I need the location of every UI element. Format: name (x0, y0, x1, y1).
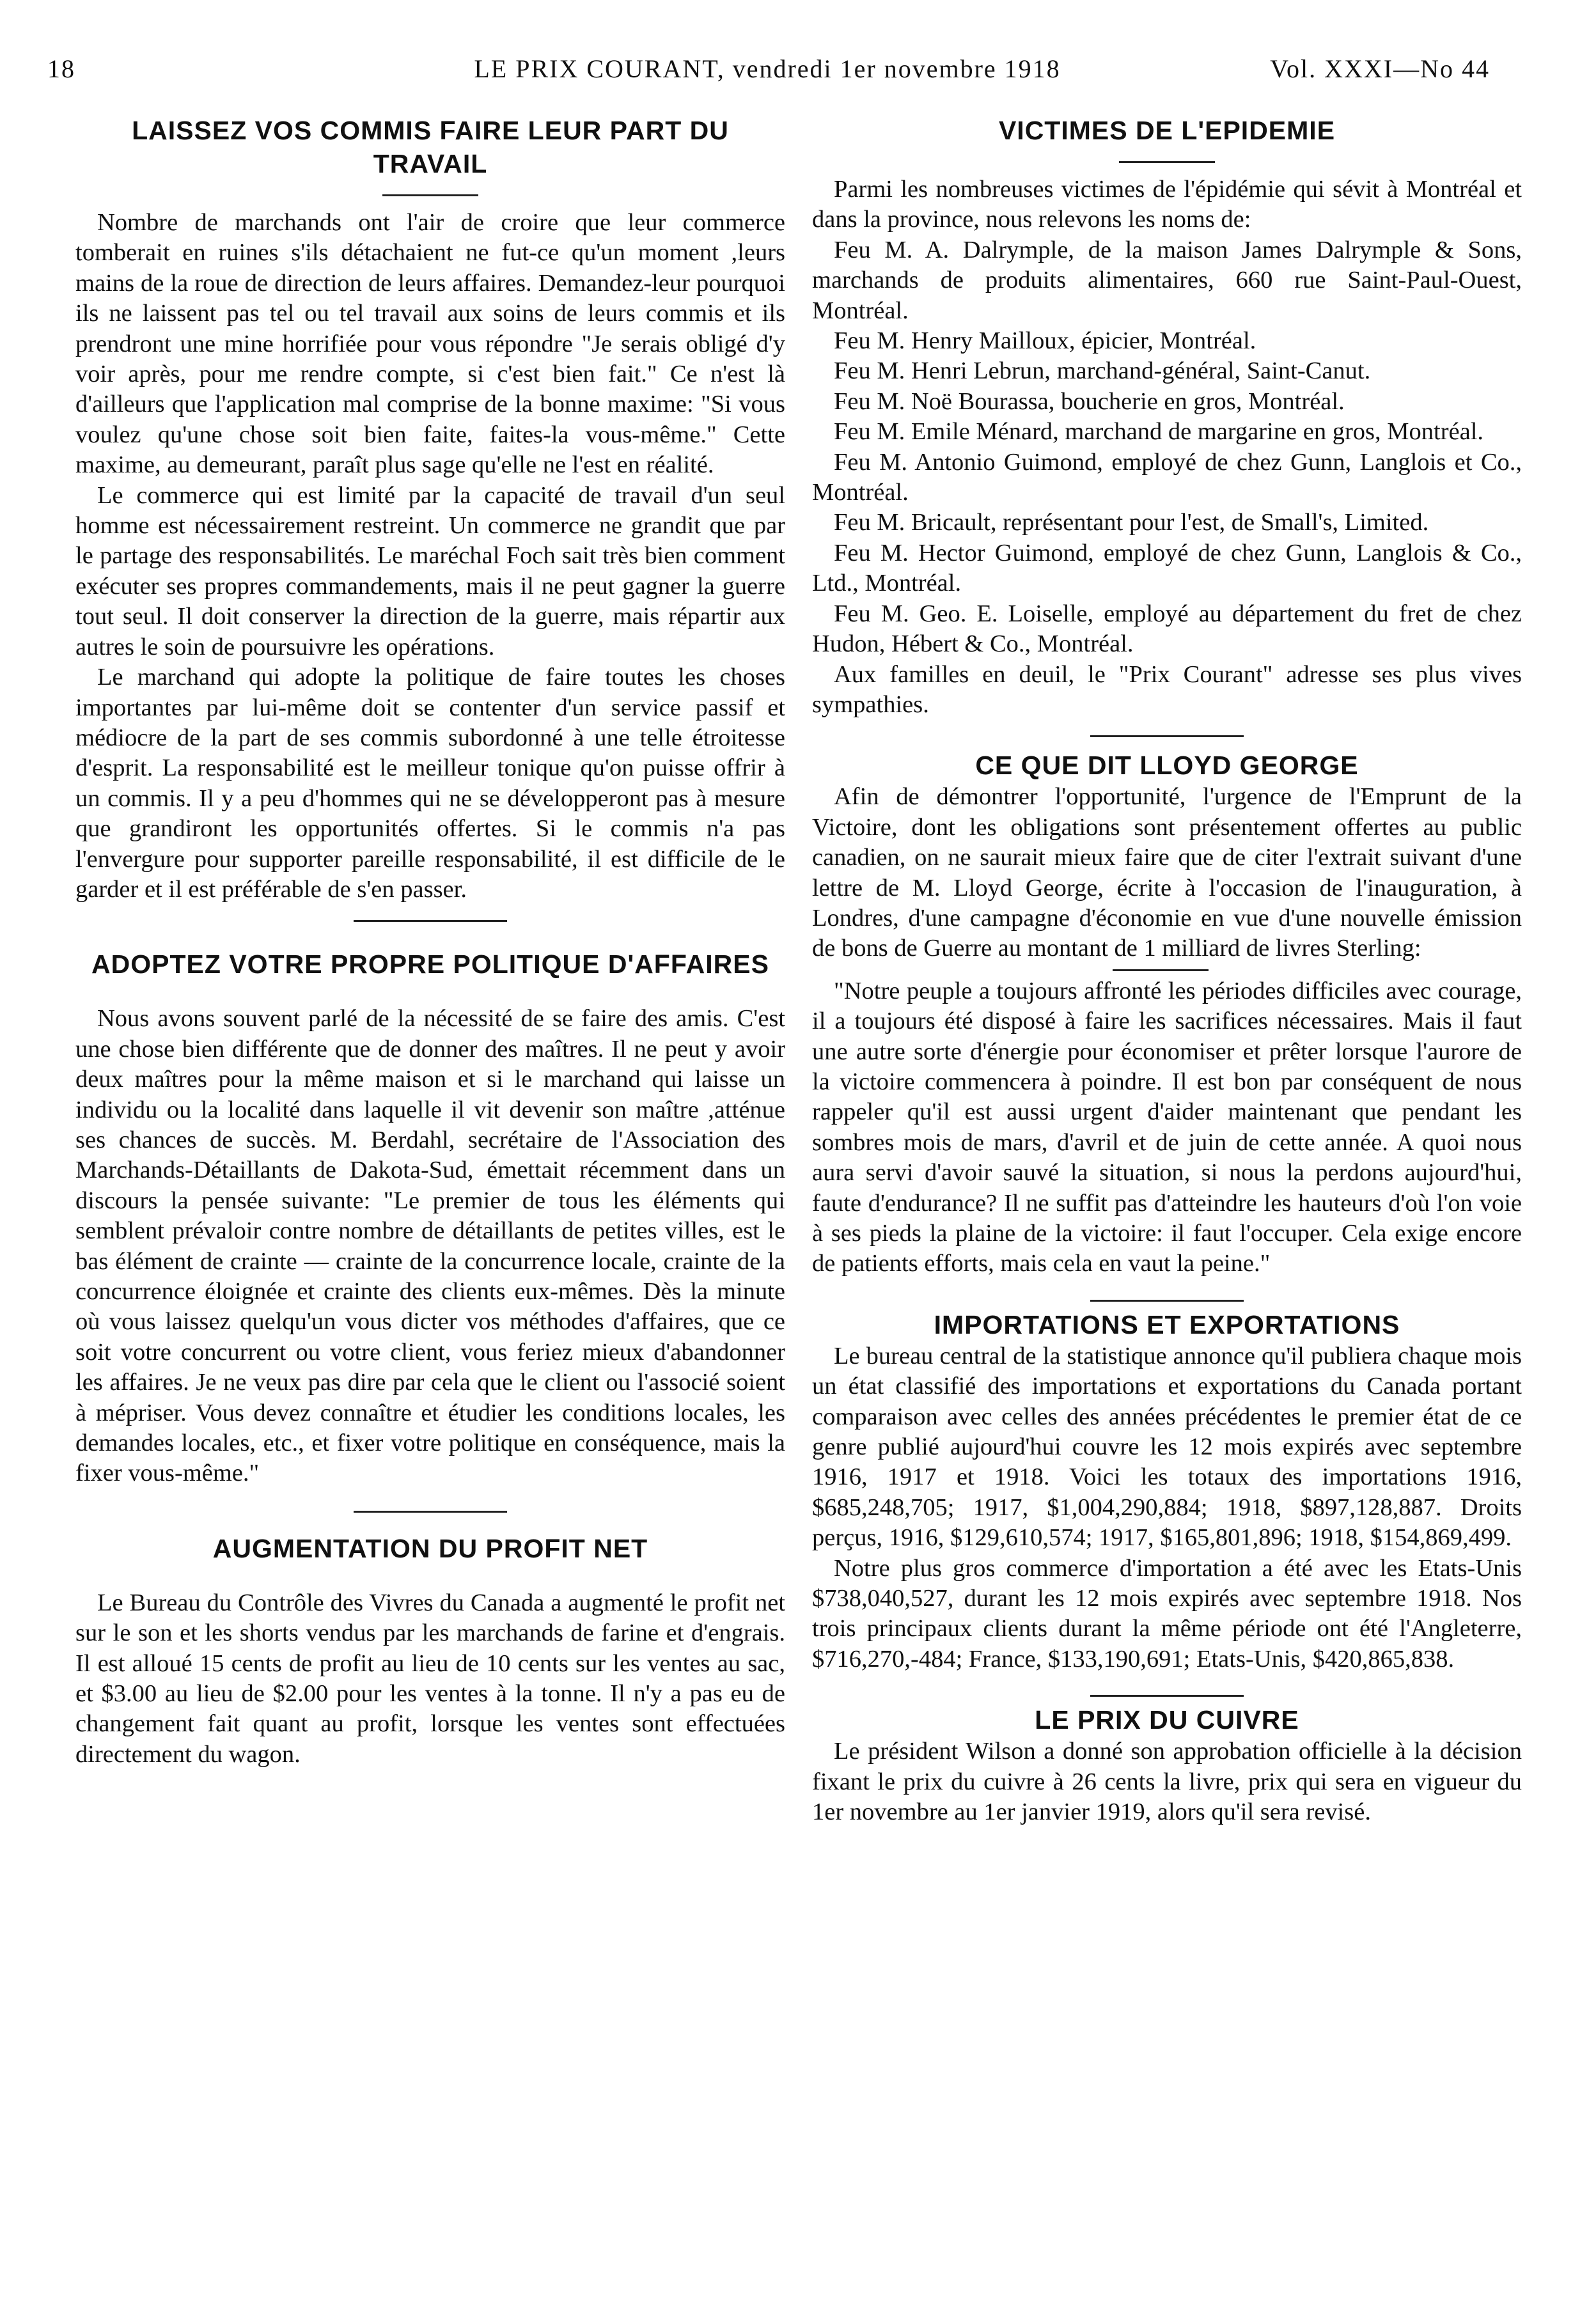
article-headline: VICTIMES DE L'EPIDEMIE (998, 116, 1336, 145)
obituary-entry: Feu M. Noë Bourassa, boucherie en gros, Montréal. (834, 387, 1345, 415)
article-paragraph: Le président Wilson a donné son approbation officielle à la décision fixant le prix du cuivre à 26 cents la livre, prix qui sera en vigueur du 1er novembre au 1er janvier 1919, alors qu'il sera revisé. (812, 1738, 1522, 1826)
divider (1119, 161, 1215, 163)
article-headline: LAISSEZ VOS COMMIS FAIRE LEUR PART DU TRAVAIL (132, 116, 729, 178)
obituary-entry: Feu M. Antonio Guimond, employé de chez Gunn, Langlois et Co., Montréal. (812, 448, 1522, 506)
obituary-entry: Feu M. Bricault, représentant pour l'est, de Small's, Limited. (834, 509, 1429, 536)
divider (1090, 1300, 1244, 1302)
obituary-entry: Feu M. Emile Ménard, marchand de margarine en gros, Montréal. (834, 418, 1484, 446)
article-importations-exportations (812, 1308, 1522, 1674)
obituary-entry: Feu M. Hector Guimond, employé de chez Gunn, Langlois & Co., Ltd., Montréal. (812, 539, 1522, 597)
article-victimes-epidemie (812, 114, 1522, 720)
article-headline: LE PRIX DU CUIVRE (1035, 1705, 1299, 1735)
article-adoptez-votre-politique (75, 948, 785, 1489)
publication-title: LE PRIX COURANT, vendredi 1er novembre 1918 (474, 54, 1061, 83)
article-lloyd-george (812, 749, 1522, 1279)
article-headline: IMPORTATIONS ET EXPORTATIONS (934, 1309, 1400, 1339)
article-paragraph: Le marchand qui adopte la politique de faire toutes les choses importantes par lui-même doit se contenter d'un service passif et médiocre de la part de ses commis subordonné à une telle étroitesse d'esprit. La responsabilité est le meilleur tonique qu'on puisse offrir à un commis. Il y a peu d'hommes qui ne se développeront pas à mesure que grandiront les opportunités offertes. Si le commis n'a pas l'envergure pour supporter pareille responsabilité, il est difficile de le garder et il est préférable de s'en passer. (75, 664, 785, 903)
article-headline: CE QUE DIT LLOYD GEORGE (975, 751, 1359, 781)
article-paragraph: Notre plus gros commerce d'importation a été avec les Etats-Unis $738,040,527, durant les 12 mois expirés avec septembre 1918. Nos trois principaux clients durant la même période ont été l'Angleterre, $716,270,-484; France, $133,190,691; Etats-Unis, $420,865,838. (812, 1554, 1522, 1673)
quotation-paragraph: "Notre peuple a toujours affronté les périodes difficiles avec courage, il a toujours été disposé à faire les sacrifices nécessaires. Mais il faut une autre sorte d'énergie pour économiser et prêter lorsque l'aurore de la victoire commencera à poindre. Il est bon par conséquent de nous rappeler qu'il est aussi urgent d'aider maintenant que pendant les sombres mois de mars, d'avril et de juin de cette année. A quoi nous aura servi d'avoir sauvé la situation, si nous la perdons aujourd'hui, faute d'endurance? Il ne suffit pas d'atteindre les hauteurs d'où l'on voie à ses pieds la plaine de la victoire: il faut l'occuper. Cela exige encore de patients efforts, mais cela en vaut la peine." (812, 977, 1522, 1277)
right-column (812, 114, 1522, 1828)
obituary-entry: Feu M. A. Dalrymple, de la maison James Dalrymple & Sons, marchands de produits alimentaires, 660 rue Saint-Paul-Ouest, Montréal. (812, 236, 1522, 324)
obituary-entry: Feu M. Geo. E. Loiselle, employé au département du fret de chez Hudon, Hébert & Co., Montréal. (812, 600, 1522, 658)
volume-number: Vol. XXXI—No 44 (1270, 54, 1490, 83)
article-paragraph: Nous avons souvent parlé de la nécessité de se faire des amis. C'est une chose bien différente que de donner des maîtres. Il ne peut y avoir deux maîtres pour la même maison et si le marchand qui laisse un individu ou la localité dans laquelle il vit devenir son maître ,atténue ses chances de succès. M. Berdahl, secrétaire de l'Association des Marchands-Détaillants de Dakota-Sud, émettait récemment dans un discours la pensée suivante: "Le premier de tous les éléments qui semblent prévaloir contre nombre de détaillants de petites villes, est le bas élément de crainte — crainte de la concurrence locale, crainte de la concurrence éloignée et crainte des clients eux-mêmes. Dès la minute où vous laissez quelqu'un vous dicter vos méthodes d'affaires, que ce soit votre concurrent ou votre client, vous feriez mieux d'abandonner les affaires. Je ne veux pas dire par cela que le client ou l'associé soient à mépriser. Vous devez connaître et étudier les conditions locales, les demandes locales, etc., et fixer votre politique en conséquence, mais la fixer vous-même." (75, 1005, 785, 1487)
article-prix-du-cuivre (812, 1703, 1522, 1827)
article-augmentation-profit (75, 1532, 785, 1770)
obituary-entry: Feu M. Henry Mailloux, épicier, Montréal. (834, 327, 1256, 355)
article-paragraph: Le Bureau du Contrôle des Vivres du Canada a augmenté le profit net sur le son et les shorts vendus par les marchands de farine et d'engrais. Il est alloué 15 cents de profit au lieu de 10 cents sur les ventes au sac, et $3.00 au lieu de $2.00 pour les ventes à la tonne. Il n'y a pas eu de changement fait quant au profit, lorsque les ventes sont effectuées directement du wagon. (75, 1589, 785, 1768)
article-headline: AUGMENTATION DU PROFIT NET (212, 1533, 648, 1563)
page-number: 18 (47, 54, 75, 83)
divider (354, 920, 507, 922)
article-headline: ADOPTEZ VOTRE PROPRE POLITIQUE D'AFFAIRES (91, 949, 769, 979)
running-header (45, 54, 1490, 105)
divider (1090, 1695, 1244, 1697)
obituary-entry: Feu M. Henri Lebrun, marchand-général, Saint-Canut. (834, 357, 1371, 385)
article-paragraph: Afin de démontrer l'opportunité, l'urgence de l'Emprunt de la Victoire, dont les obligations sont présentement offertes au public canadien, on ne saurait mieux faire que de citer l'extrait suivant d'une lettre de M. Lloyd George, écrite à l'occasion de l'inauguration, à Londres, d'une campagne d'économie en vue d'une nouvelle émission de bons de Guerre au montant de 1 milliard de livres Sterling: (812, 783, 1522, 962)
article-paragraph: Le commerce qui est limité par la capacité de travail d'un seul homme est nécessairement restreint. Un commerce ne grandit que par le partage des responsabilités. Le maréchal Foch sait très bien comment exécuter ses propres commandements, mais il ne peut gagner la guerre tout seul. Il doit conserver la direction de la guerre, mais répartir aux autres le soin de poursuivre les opérations. (75, 481, 785, 660)
article-paragraph: Aux familles en deuil, le "Prix Courant" adresse ses plus vives sympathies. (812, 660, 1522, 718)
divider (1090, 735, 1244, 737)
divider (354, 1511, 507, 1513)
article-paragraph: Le bureau central de la statistique annonce qu'il publiera chaque mois un état classifié des importations et exportations du Canada portant comparaison avec celles des années précédentes le premier état de ce genre publié aujourd'hui couvre les 12 mois expirés avec septembre 1916, 1917 et 1918. Voici les totaux des importations 1916, $685,248,705; 1917, $1,004,290,884; 1918, $897,128,887. Droits perçus, 1916, $129,610,574; 1917, $165,801,896; 1918, $154,869,499. (812, 1342, 1522, 1552)
article-paragraph: Parmi les nombreuses victimes de l'épidémie qui sévit à Montréal et dans la province, nous relevons les noms de: (812, 176, 1522, 233)
divider (382, 194, 478, 196)
left-column (75, 114, 785, 1770)
divider (1113, 969, 1209, 971)
article-paragraph: Nombre de marchands ont l'air de croire que leur commerce tomberait en ruines s'ils détachaient ne fut-ce qu'un moment ,leurs mains de la roue de direction de leurs affaires. Demandez-leur pourquoi ils ne laissent pas tel ou tel travail aux soins de leurs commis et ils prendront une mine horrifiée pour vous répondre "Je serais obligé d'y voir après, pour me rendre compte, si c'est bien fait." Ce n'est là d'ailleurs que l'application mal comprise de la bonne maxime: "Si vous voulez qu'une chose soit bien faite, faites-la vous-même." Cette maxime, au demeurant, paraît plus sage qu'elle ne l'est en réalité. (75, 209, 785, 479)
article-laissez-vos-commis (75, 114, 785, 905)
